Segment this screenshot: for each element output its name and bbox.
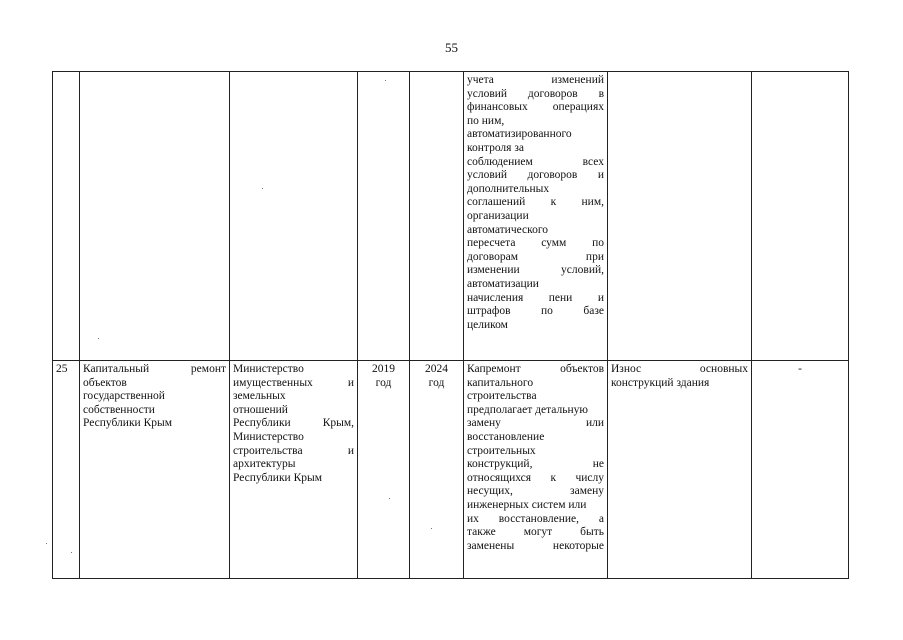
cell-start-year bbox=[358, 72, 410, 361]
start-year-unit: год bbox=[375, 376, 392, 389]
text-line: объектов bbox=[83, 376, 127, 389]
text-line: относящихся к числу bbox=[467, 471, 604, 484]
scan-speck bbox=[98, 338, 99, 339]
text-line: автоматизированного bbox=[467, 128, 572, 141]
text-line: по ним, bbox=[467, 114, 505, 127]
text-line: финансовых операциях bbox=[467, 101, 604, 114]
text-line: также могут быть bbox=[467, 526, 604, 539]
cell-last bbox=[752, 72, 849, 361]
text-line: Капремонт объектов bbox=[467, 363, 604, 375]
text-line: строительства bbox=[467, 390, 537, 403]
text-line: штрафов по базе bbox=[467, 305, 604, 318]
dash-value: - bbox=[798, 363, 802, 375]
text-line: условий договоров в bbox=[467, 87, 604, 100]
start-year: 2019 bbox=[372, 363, 395, 375]
text-line: пересчета сумм по bbox=[467, 237, 604, 250]
text-line: их восстановление, а bbox=[467, 512, 604, 525]
text-line: условий договоров и bbox=[467, 169, 604, 182]
text-line: автоматического bbox=[467, 223, 549, 236]
text-line: изменении условий, bbox=[467, 264, 604, 277]
end-year-unit: год bbox=[428, 376, 445, 389]
text-line: организации bbox=[467, 209, 529, 222]
text-line: замену или bbox=[467, 417, 604, 430]
cell-number bbox=[53, 72, 80, 361]
text-line: собственности bbox=[83, 403, 155, 416]
text-line: Капитальный ремонт bbox=[83, 363, 226, 375]
text-line: целиком bbox=[467, 318, 508, 331]
cell-reason bbox=[608, 361, 752, 579]
page-number: 55 bbox=[445, 40, 458, 55]
cell-start-year bbox=[358, 361, 410, 579]
cell-reason bbox=[608, 72, 752, 361]
document-table bbox=[52, 71, 849, 579]
cell-name bbox=[80, 72, 230, 361]
text-line: автоматизации bbox=[467, 277, 539, 290]
text-line: земельных bbox=[233, 390, 286, 403]
text-line: Министерство bbox=[233, 363, 304, 375]
end-year: 2024 bbox=[425, 363, 448, 375]
text-line: заменены некоторые bbox=[467, 539, 604, 552]
text-line: Республики Крым, bbox=[233, 417, 354, 430]
text-line: строительных bbox=[467, 444, 536, 457]
cell-end-year bbox=[410, 72, 464, 361]
scan-speck bbox=[389, 498, 390, 499]
text-line: несущих, замену bbox=[467, 485, 604, 498]
text-line: дополнительных bbox=[467, 182, 550, 195]
text-line: государственной bbox=[83, 390, 165, 403]
text-line: начисления пени и bbox=[467, 291, 604, 304]
cell-description bbox=[464, 72, 608, 361]
text-line: капитального bbox=[467, 376, 534, 389]
text-line: строительства и bbox=[233, 444, 354, 457]
text-line: соглашений к ним, bbox=[467, 196, 604, 209]
cell-end-year bbox=[410, 361, 464, 579]
table-row bbox=[53, 72, 849, 361]
text-line: соблюдением всех bbox=[467, 155, 604, 168]
text-line: отношений bbox=[233, 403, 288, 416]
cell-name bbox=[80, 361, 230, 579]
cell-last bbox=[752, 361, 849, 579]
text-line: контроля за bbox=[467, 141, 524, 154]
text-line: учета изменений bbox=[467, 74, 604, 86]
text-line: договорам при bbox=[467, 250, 604, 263]
text-line: Республики Крым bbox=[233, 471, 322, 484]
scan-speck bbox=[385, 80, 386, 81]
cell-description bbox=[464, 361, 608, 579]
cell-number: 25 bbox=[53, 361, 80, 579]
text-line: конструкций, не bbox=[467, 458, 604, 471]
text-line: Министерство bbox=[233, 430, 304, 443]
table-row bbox=[53, 361, 849, 579]
text-line: имущественных и bbox=[233, 376, 354, 389]
text-line: инженерных систем или bbox=[467, 498, 587, 511]
text-line: конструкций здания bbox=[611, 376, 710, 389]
text-line: восстановление bbox=[467, 430, 545, 443]
scan-speck bbox=[262, 188, 263, 189]
scan-speck bbox=[46, 543, 47, 544]
cell-executor bbox=[230, 72, 358, 361]
cell-executor bbox=[230, 361, 358, 579]
text-line: Износ основных bbox=[611, 363, 748, 375]
text-line: Республики Крым bbox=[83, 417, 172, 430]
text-line: архитектуры bbox=[233, 458, 296, 471]
scan-speck bbox=[71, 552, 72, 553]
scan-speck bbox=[431, 528, 432, 529]
text-line: предполагает детальную bbox=[467, 403, 588, 416]
